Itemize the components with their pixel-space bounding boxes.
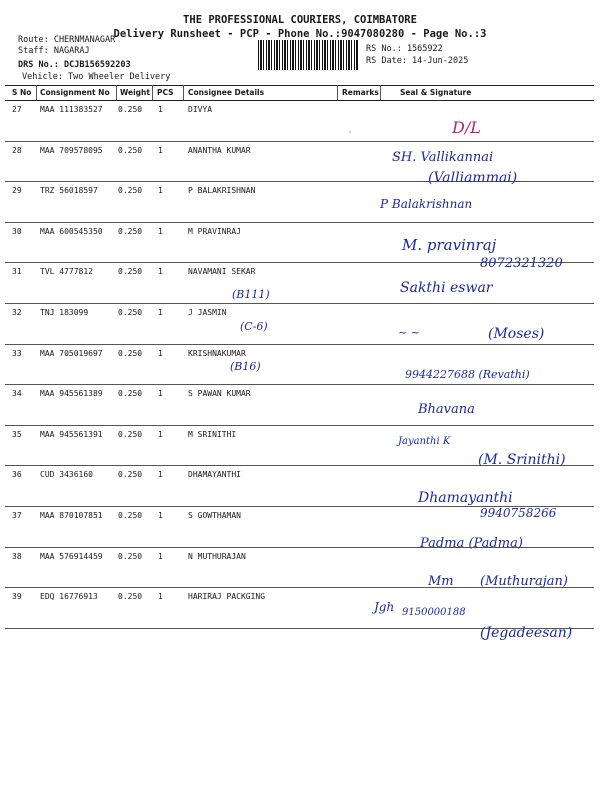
- cell-weight: 0.250: [118, 226, 143, 236]
- runsheet-subtitle: Delivery Runsheet - PCP - Phone No.:9047080280 - Page No.:3: [113, 28, 487, 40]
- drs-number: DRS No.: DCJB156592203: [18, 60, 131, 70]
- scribble-row32: ~ ~: [398, 326, 420, 339]
- cell-weight: 0.250: [118, 429, 143, 439]
- cell-sno: 37: [12, 511, 22, 520]
- signature-initials-row38: Mm: [428, 574, 454, 589]
- cell-pcs: 1: [158, 308, 163, 317]
- cell-pcs: 1: [158, 348, 163, 358]
- signature-row38: (Muthurajan): [480, 574, 568, 589]
- cell-sno: 34: [12, 389, 22, 399]
- cell-consignment: MAA 945561391: [40, 429, 103, 439]
- handwritten-dl: D/L: [452, 118, 481, 137]
- signature-row30b: 8072321320: [480, 256, 563, 271]
- cell-consignee: N MUTHURAJAN: [188, 551, 246, 561]
- cell-weight: 0.250: [118, 592, 143, 602]
- cell-weight: 0.250: [118, 551, 143, 561]
- cell-consignee: J JASMIN: [188, 308, 227, 317]
- cell-pcs: 1: [158, 389, 163, 399]
- cell-pcs: 1: [158, 105, 163, 114]
- column-header-weight: Weight: [120, 88, 150, 97]
- column-divider: [183, 85, 184, 100]
- signature-row32: (Moses): [488, 326, 545, 342]
- cell-sno: 35: [12, 429, 22, 439]
- cell-sno: 39: [12, 592, 22, 602]
- cell-consignment: TRZ 56018597: [40, 186, 98, 196]
- cell-pcs: 1: [158, 226, 163, 236]
- row-divider: [5, 303, 594, 304]
- cell-pcs: 1: [158, 551, 163, 561]
- cell-pcs: 1: [158, 145, 163, 155]
- cell-weight: 0.250: [118, 145, 143, 155]
- signature-scribble-row39: Jgh: [374, 600, 395, 614]
- cell-consignee: S PAWAN KUMAR: [188, 389, 251, 399]
- cell-sno: 33: [12, 348, 22, 358]
- signature-row29: P Balakrishnan: [380, 197, 473, 211]
- cell-weight: 0.250: [118, 308, 143, 317]
- cell-sno: 36: [12, 470, 22, 480]
- cell-weight: 0.250: [118, 186, 143, 196]
- cell-consignee: M SRINITHI: [188, 429, 237, 439]
- signature-row28b: (Valliammai): [428, 170, 518, 186]
- note-row33: (B16): [230, 360, 261, 373]
- cell-pcs: 1: [158, 186, 163, 196]
- cell-weight: 0.250: [118, 470, 143, 480]
- row-divider: [5, 384, 594, 385]
- phone-row39: 9150000188: [402, 607, 466, 618]
- table-top-border: [5, 85, 594, 86]
- cell-consignment: MAA 870107851: [40, 511, 103, 520]
- cell-weight: 0.250: [118, 267, 143, 277]
- column-header-remarks: Remarks: [342, 88, 379, 97]
- signature-row36b: 9940758266: [480, 506, 557, 520]
- row-divider: [5, 222, 594, 223]
- row-divider: [5, 141, 594, 142]
- company-title: THE PROFESSIONAL COURIERS, COIMBATORE: [183, 14, 417, 26]
- signature-row39: (Jegadeesan): [480, 625, 573, 641]
- signature-row34: Bhavana: [418, 402, 475, 417]
- staff-label: Staff: NAGARAJ: [18, 46, 90, 56]
- cell-consignee: ANANTHA KUMAR: [188, 145, 251, 155]
- cell-pcs: 1: [158, 429, 163, 439]
- note-row31: (B111): [232, 288, 270, 301]
- rs-number: RS No.: 1565922: [366, 44, 443, 54]
- cell-consignee: S GOWTHAMAN: [188, 511, 241, 520]
- cell-consignment: MAA 600545350: [40, 226, 103, 236]
- cell-weight: 0.250: [118, 105, 143, 114]
- cell-pcs: 1: [158, 592, 163, 602]
- signature-row28a: SH. Vallikannai: [392, 150, 494, 165]
- cell-weight: 0.250: [118, 348, 143, 358]
- column-divider: [36, 85, 37, 100]
- cell-sno: 38: [12, 551, 22, 561]
- route-label: Route: CHERNMANAGAR: [18, 35, 116, 45]
- cell-consignment: MAA 705019697: [40, 348, 103, 358]
- column-header-consignee: Consignee Details: [188, 88, 265, 97]
- cell-consignment: TVL 4777812: [40, 267, 93, 277]
- cell-sno: 27: [12, 105, 22, 114]
- row-divider: [5, 425, 594, 426]
- signature-row37: Padma (Padma): [420, 536, 523, 551]
- cell-consignee: NAVAMANI SEKAR: [188, 267, 256, 277]
- column-header-signature: Seal & Signature: [400, 88, 472, 97]
- cell-consignment: MAA 709578095: [40, 145, 103, 155]
- cell-pcs: 1: [158, 470, 163, 480]
- cell-consignee: DIVYA: [188, 105, 213, 114]
- column-header-sno: S No: [12, 88, 32, 97]
- cell-pcs: 1: [158, 511, 163, 520]
- cell-consignee: KRISHNAKUMAR: [188, 348, 246, 358]
- signature-row30a: M. pravinraj: [402, 236, 497, 254]
- cell-consignee: DHAMAYANTHI: [188, 470, 241, 480]
- column-divider: [337, 85, 338, 100]
- cell-consignment: EDQ 16776913: [40, 592, 98, 602]
- tick-mark: ‹: [348, 128, 353, 136]
- vehicle-label: Vehicle: Two Wheeler Delivery: [22, 72, 171, 82]
- column-divider: [152, 85, 153, 100]
- column-divider: [380, 85, 381, 100]
- cell-consignment: MAA 576914459: [40, 551, 103, 561]
- signature-row35a: Jayanthi K: [398, 436, 451, 447]
- cell-sno: 32: [12, 308, 22, 317]
- cell-consignee: P BALAKRISHNAN: [188, 186, 256, 196]
- cell-consignee: M PRAVINRAJ: [188, 226, 241, 236]
- cell-weight: 0.250: [118, 511, 143, 520]
- signature-row36a: Dhamayanthi: [418, 490, 513, 506]
- cell-consignment: TNJ 183099: [40, 308, 89, 317]
- barcode-image: [258, 40, 358, 70]
- cell-sno: 29: [12, 186, 22, 196]
- cell-sno: 30: [12, 226, 22, 236]
- table-header-border: [5, 100, 594, 101]
- signature-row35b: (M. Srinithi): [478, 452, 566, 468]
- cell-consignment: MAA 111383527: [40, 105, 103, 114]
- note-row32: (C-6): [240, 320, 268, 333]
- cell-sno: 31: [12, 267, 22, 277]
- signature-row33: 9944227688 (Revathi): [405, 368, 530, 381]
- signature-row31: Sakthi eswar: [400, 280, 493, 296]
- rs-date: RS Date: 14-Jun-2025: [366, 56, 469, 66]
- cell-consignment: MAA 945561389: [40, 389, 103, 399]
- cell-consignee: HARIRAJ PACKGING: [188, 592, 266, 602]
- cell-sno: 28: [12, 145, 22, 155]
- row-divider: [5, 344, 594, 345]
- cell-consignment: CUD 3436160: [40, 470, 93, 480]
- column-divider: [116, 85, 117, 100]
- column-header-pcs: PCS: [157, 88, 174, 97]
- column-header-consignment: Consignment No: [40, 88, 110, 97]
- cell-weight: 0.250: [118, 389, 143, 399]
- cell-pcs: 1: [158, 267, 163, 277]
